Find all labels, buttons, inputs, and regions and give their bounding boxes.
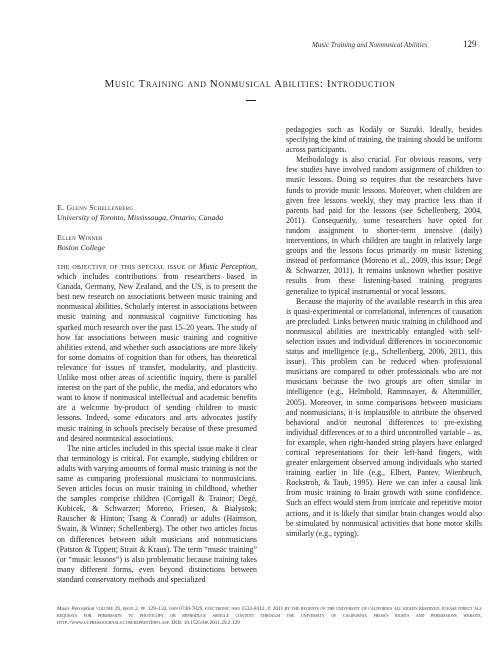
paragraph: pedagogies such as Kodály or Suzuki. Ideally, besides specifying the kind of training, the training should be uniform across participants. — [286, 125, 482, 155]
paragraph: The nine articles included in this special issue make it clear that terminology is critical. For example, studying children or adults with varying amounts of formal music training is not the same as comparing professional musicians to nonmusicians. Seven articles focus on music training in childhood, whether the samples comprise children (Corrigall & Trainor; Degé, Kubicek, & Schwarzer; Moreno, Friesen, & Bialystok; Rauscher & Hinton; Tsang & Conrad) or adults (Haimson, Swain, & Winner; Schellenberg). The other two articles focus on differences between adult musicians and nonmusicians (Patston & Tippett; Strait & Kraus). The term “music training” (or “music lessons”) is also problematic because training takes many different forms, even beyond distinctions between standard conservatory methods and specialized — [57, 443, 257, 584]
paragraph — [57, 262, 257, 444]
paragraph: Methodology is also crucial. For obvious reasons, very few studies have involved random assignment of children to music lessons. Doing so requires that the researchers have funds to provide music lessons. Moreover, when children are given free lessons weekly, they may practice less than if parents had paid for the lessons (see Schellenberg, 2004, 2011). Consequently, some researchers have opted for random assignment to shorter-term intensive (daily) interventions, in which children are taught in relatively large groups and the lessons focus primarily on music listening instead of performance (Moreno et al., 2009, this issue; Degé & Schwarzer, 2011). It remains unknown whether positive results from these listening-based training programs generalize to typical instrumental or vocal lessons. — [286, 155, 482, 296]
page-number: 129 — [463, 39, 477, 49]
author-affiliation: Boston College — [57, 243, 105, 252]
author-name: Ellen Winner — [57, 233, 103, 242]
left-column — [57, 262, 257, 585]
footer-details: volume 29, issue 2, pp. 129–132. issn 0730-7829, electronic issn 1533-8312. © 2011 by the regents of the university of california all rights reserved. please direct all requests for permission to photocopy or reproduce article content through the university of california press's rights and permissions website, http://www.ucpressjournals.com/reprintInfo.asp. DOI: 10.1525/mp.2011.29.2.129 — [57, 606, 482, 627]
author-name: E. Glenn Schellenberg — [57, 203, 134, 212]
author-affiliation: University of Toronto, Mississauga, Ontario, Canada — [57, 213, 224, 222]
author-block-2 — [57, 233, 105, 253]
running-header: Music Training and Nonmusical Abilities — [312, 41, 428, 49]
publication-footer — [57, 606, 482, 628]
title-divider — [246, 100, 256, 101]
author-block-1 — [57, 203, 223, 223]
footer-journal: Music Perception — [57, 606, 95, 612]
lead-in: the objective of this special issue of — [57, 262, 197, 271]
right-column — [286, 125, 482, 539]
article-title: Music Training and Nonmusical Abilities: Introduction — [104, 78, 396, 90]
journal-name: Music Perception, — [198, 262, 257, 271]
paragraph-text: which includes contributions from researchers based in Canada, Germany, New Zealand, and the US, is to present the best new research on associations between music training and nonmusical abilities. Scholarly interest in associations between music training and nonmusical cognitive functioning has sparked much research over the past 15–20 years. The study of how far associations between music training and cognitive abilities extend, and whether such associations are more likely for some domains of cognition than for others, has theoretical relevance for issues of transfer, modularity, and plasticity. Unlike most other areas of scientific inquiry, there is parallel interest on the part of the public, the media, and educators who want to know if nonmusical intellectual and academic benefits are a welcome by-product of sending children to music lessons. Indeed, some educators and arts advocates justify music training in schools precisely because of these presumed and desired nonmusical associations. — [57, 272, 257, 443]
paragraph: Because the majority of the available research in this area is quasi-experimental or correlational, inferences of causation are precluded. Links between music training in childhood and nonmusical abilities are inextricably entangled with self-selection issues and individual differences in socioeconomic status and intelligence (e.g., Schellenberg, 2006, 2011, this issue). This problem can be reduced when professional musicians are compared to other professionals who are not musicians because the two groups are often similar in intelligence (e.g., Helmbold, Rammsayer, & Altenmüller, 2005). Moreover, in some comparisons between musicians and nonmusicians, it is implausible to attribute the observed behavioral and/or neuronal differences to pre-existing individual differences or to a third uncontrolled variable – as, for example, when right-handed string players have enlarged cortical representations for their left-hand fingers, with greater enlargement observed among individuals who started training earlier in life (e.g., Elbert, Pantev, Wienbruch, Rockstroh, & Taub, 1995). Here we can infer a causal link from music training to brain growth with some confidence. Such an effect would stem from intricate and repetitive motor actions, and it is likely that similar brain changes would also be stimulated by nonmusical activities that hone motor skills similarly (e.g., typing). — [286, 296, 482, 538]
